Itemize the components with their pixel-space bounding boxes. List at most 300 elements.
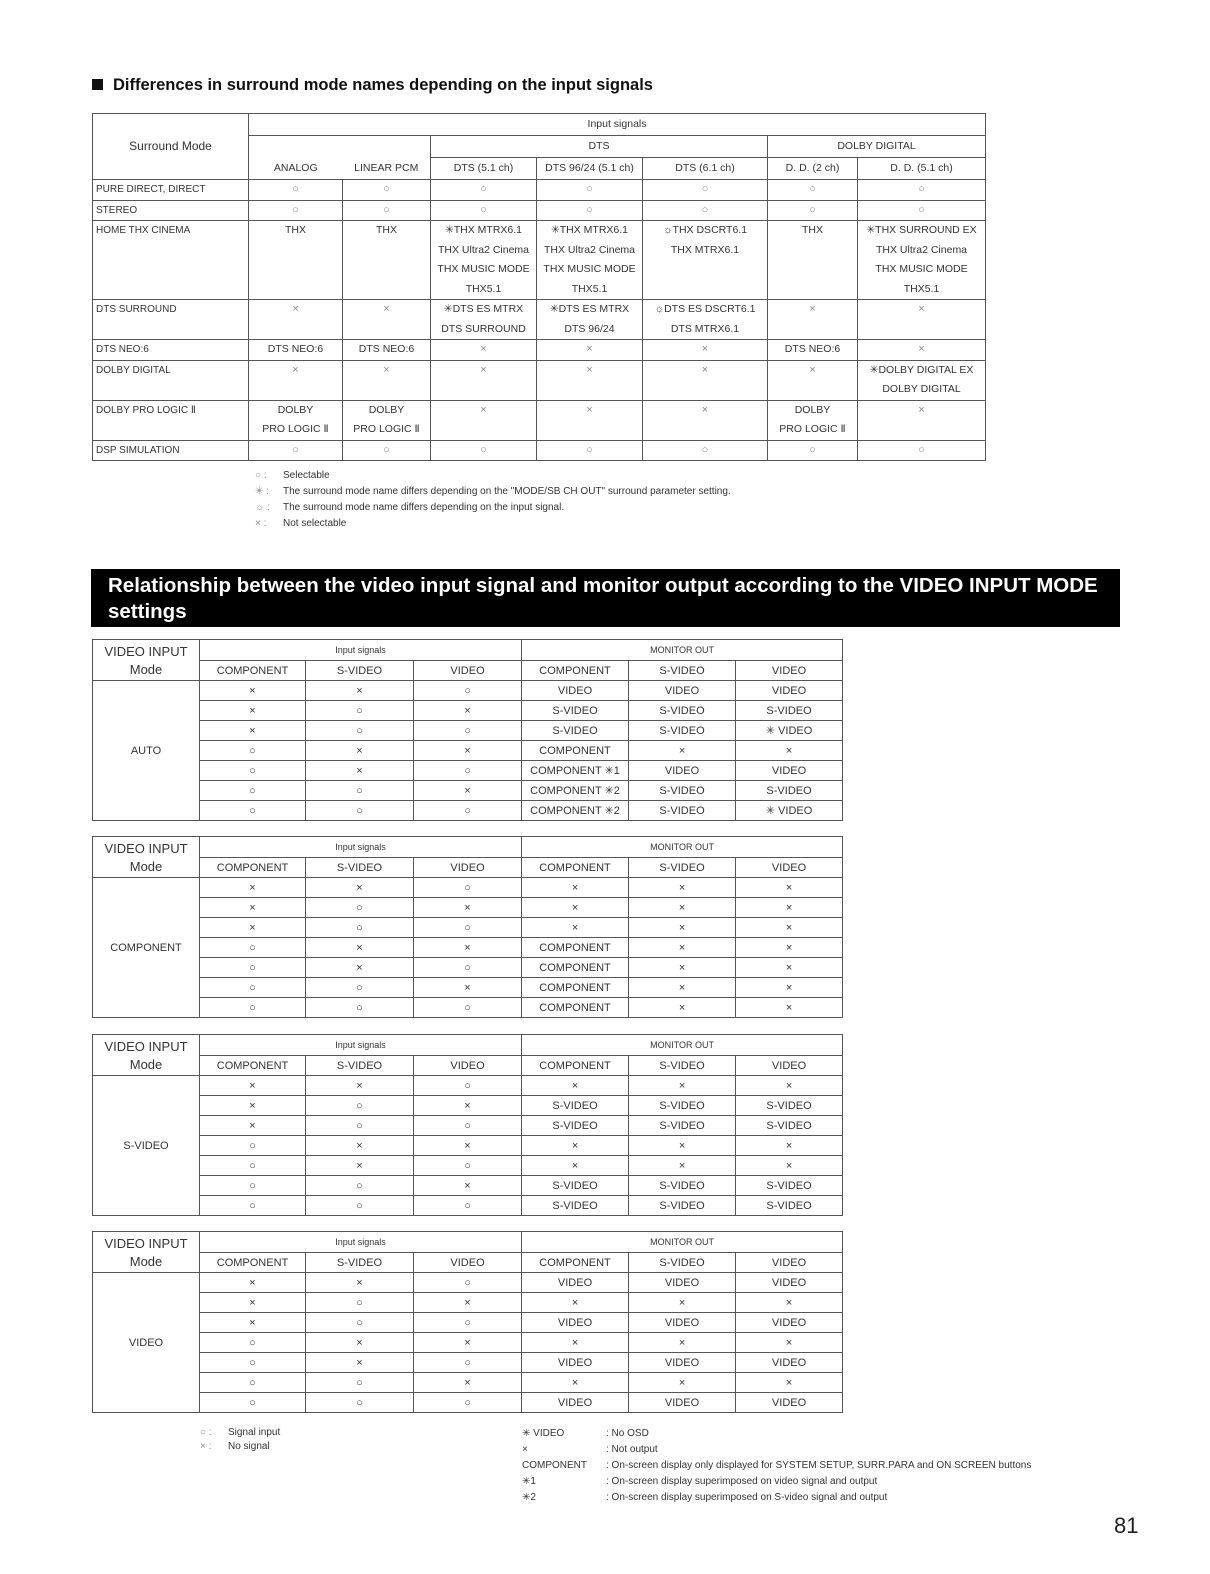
cell-line: DOLBY — [794, 403, 831, 416]
column-header: COMPONENT — [200, 1056, 306, 1076]
legend-item — [200, 1426, 280, 1440]
legend-text: : On-screen display superimposed on S-video signal and output — [606, 1492, 888, 1503]
table-row — [93, 721, 843, 741]
section-heading-text: Differences in surround mode names depending on the input signals — [113, 76, 653, 94]
cell-line: × — [480, 403, 487, 416]
mode-cell — [431, 360, 537, 400]
cell-line: × — [586, 403, 593, 416]
signal-cell: VIDEO — [629, 681, 736, 701]
mode-header-line: VIDEO INPUT — [104, 841, 188, 856]
signal-cell: VIDEO — [629, 761, 736, 781]
mode-name: DSP SIMULATION — [93, 440, 249, 461]
mode-header-line: VIDEO INPUT — [104, 1039, 188, 1054]
column-header: COMPONENT — [200, 858, 306, 878]
column-header: S-VIDEO — [629, 858, 736, 878]
signal-cell: × — [200, 1293, 306, 1313]
legend-item — [255, 500, 731, 516]
column-header: COMPONENT — [522, 858, 629, 878]
signal-cell: VIDEO — [522, 1353, 629, 1373]
mode-cell — [537, 360, 643, 400]
cell-line: PRO LOGIC Ⅱ — [353, 423, 420, 435]
legend-symbol: ○ : — [255, 470, 267, 481]
signal-cell: × — [629, 998, 736, 1018]
legend-text: Not selectable — [283, 518, 347, 529]
signal-cell: × — [306, 878, 414, 898]
column-header: S-VIDEO — [306, 858, 414, 878]
table-row — [93, 958, 843, 978]
input-signals-header: Input signals — [200, 837, 522, 858]
legend-symbol: × : — [255, 518, 267, 529]
table-row — [93, 440, 986, 461]
column-header: COMPONENT — [200, 661, 306, 681]
signal-cell: VIDEO — [736, 1273, 843, 1293]
cell-line: THX — [285, 224, 306, 236]
column-header: VIDEO — [414, 858, 522, 878]
signal-cell: × — [414, 898, 522, 918]
video-mode-table — [92, 836, 843, 1018]
table-row — [93, 1076, 843, 1096]
legend-symbol: ☼ : — [255, 502, 270, 513]
section-heading — [92, 76, 653, 95]
cell-line: PRO LOGIC Ⅱ — [779, 423, 846, 435]
signal-legend — [200, 1426, 280, 1454]
signal-cell: ○ — [200, 998, 306, 1018]
mode-name: AUTO — [93, 681, 200, 821]
signal-cell: × — [200, 898, 306, 918]
video-input-mode-header — [93, 640, 200, 681]
signal-cell: × — [736, 958, 843, 978]
signal-cell: ○ — [414, 801, 522, 821]
mode-cell: ○ — [537, 440, 643, 461]
cell-line: THX — [802, 224, 823, 236]
signal-cell: × — [522, 1373, 629, 1393]
signal-cell: × — [200, 918, 306, 938]
mode-header-line: Mode — [129, 662, 163, 677]
column-header: VIDEO — [736, 1056, 843, 1076]
signal-cell: S-VIDEO — [522, 1176, 629, 1196]
table-row — [93, 681, 843, 701]
signal-cell: × — [629, 1333, 736, 1353]
column-header: VIDEO — [736, 1253, 843, 1273]
cell-line: DOLBY DIGITAL — [882, 383, 961, 395]
table-row — [93, 1353, 843, 1373]
mode-cell — [249, 400, 343, 440]
signal-cell: × — [736, 1076, 843, 1096]
signal-cell: × — [736, 1333, 843, 1353]
legend-key: COMPONENT — [522, 1460, 587, 1471]
monitor-out-header: MONITOR OUT — [522, 1232, 843, 1253]
signal-cell: × — [306, 1273, 414, 1293]
signal-cell: ○ — [200, 1176, 306, 1196]
signal-cell: ○ — [200, 1373, 306, 1393]
cell-line: × — [292, 363, 299, 376]
legend-key: ✳1 — [522, 1476, 536, 1487]
video-input-mode-header — [93, 1232, 200, 1273]
signal-cell: × — [200, 1076, 306, 1096]
header-row — [93, 661, 843, 681]
signal-cell: × — [414, 1333, 522, 1353]
mode-cell — [643, 221, 768, 300]
cell-line: × — [809, 303, 816, 315]
table-row — [93, 761, 843, 781]
signal-cell: ○ — [306, 1393, 414, 1413]
signal-cell: COMPONENT — [522, 998, 629, 1018]
mode-name: S-VIDEO — [93, 1076, 200, 1216]
signal-cell: × — [629, 958, 736, 978]
signal-cell: × — [306, 681, 414, 701]
legend-key: ✳ VIDEO — [522, 1428, 565, 1439]
signal-cell: × — [629, 918, 736, 938]
table-row — [93, 360, 986, 400]
mode-cell: ○ — [343, 440, 431, 461]
column-header: VIDEO — [736, 661, 843, 681]
mode-header-line: Mode — [129, 1254, 163, 1269]
table-row — [93, 200, 986, 221]
mode-name: STEREO — [93, 200, 249, 221]
signal-cell: × — [306, 1136, 414, 1156]
signal-cell: × — [736, 741, 843, 761]
legend-text: : No OSD — [606, 1428, 649, 1439]
mode-name: DTS SURROUND — [93, 300, 249, 340]
legend-item — [522, 1426, 1031, 1442]
signal-cell: × — [522, 1333, 629, 1353]
cell-line: THX5.1 — [903, 282, 940, 295]
signal-cell: × — [306, 958, 414, 978]
table-row — [93, 340, 986, 361]
signal-cell: × — [200, 1116, 306, 1136]
signal-cell: ✳ VIDEO — [736, 721, 843, 741]
table-row — [93, 1096, 843, 1116]
header-row — [93, 1035, 843, 1056]
table-row — [93, 180, 986, 201]
table-row — [93, 400, 986, 440]
signal-cell: × — [736, 1293, 843, 1313]
signal-cell: × — [306, 1076, 414, 1096]
signal-cell: ○ — [306, 701, 414, 721]
table-row — [93, 781, 843, 801]
spacer-labels — [249, 158, 430, 179]
mode-name: HOME THX CINEMA — [93, 221, 249, 300]
mode-cell — [768, 360, 858, 400]
table-row — [93, 1196, 843, 1216]
signal-cell: ○ — [200, 741, 306, 761]
signal-cell: ○ — [200, 978, 306, 998]
header-row — [93, 858, 843, 878]
section-banner: Relationship between the video input signal and monitor output according to the VIDEO INPUT MODE settings — [91, 569, 1120, 627]
signal-cell: ○ — [414, 1313, 522, 1333]
mode-cell: × — [858, 340, 986, 361]
cell-line: ✳THX SURROUND EX — [866, 224, 977, 236]
mode-cell: × — [537, 340, 643, 361]
table-row — [93, 300, 986, 340]
header-row — [93, 837, 843, 858]
signal-cell: S-VIDEO — [522, 1096, 629, 1116]
mode-cell — [431, 400, 537, 440]
mode-name: DOLBY DIGITAL — [93, 360, 249, 400]
signal-cell: ○ — [414, 681, 522, 701]
table-row — [93, 741, 843, 761]
mode-cell: ○ — [858, 200, 986, 221]
header-row — [93, 114, 986, 136]
mode-cell — [537, 300, 643, 340]
table-row — [93, 918, 843, 938]
legend-item — [522, 1490, 1031, 1506]
signal-cell: × — [522, 898, 629, 918]
signal-cell: × — [629, 978, 736, 998]
mode-header-line: Mode — [129, 859, 163, 874]
table-row — [93, 1333, 843, 1353]
column-header: S-VIDEO — [306, 661, 414, 681]
signal-cell: ○ — [200, 1196, 306, 1216]
signal-cell: S-VIDEO — [629, 1116, 736, 1136]
cell-line: × — [809, 363, 816, 376]
mode-cell: × — [643, 340, 768, 361]
signal-cell: ○ — [414, 1196, 522, 1216]
signal-cell: × — [629, 1293, 736, 1313]
signal-cell: × — [414, 701, 522, 721]
signal-cell: × — [522, 1293, 629, 1313]
cell-line: DOLBY — [368, 403, 405, 416]
signal-cell: ○ — [306, 1176, 414, 1196]
cell-line: THX MUSIC MODE — [543, 263, 636, 275]
signal-cell: ○ — [414, 998, 522, 1018]
signal-cell: ○ — [306, 978, 414, 998]
signal-cell: ○ — [306, 898, 414, 918]
signal-cell: VIDEO — [522, 681, 629, 701]
legend-item — [522, 1474, 1031, 1490]
column-header: LINEAR PCM — [354, 162, 419, 174]
signal-cell: ○ — [306, 801, 414, 821]
cell-line: ✳THX MTRX6.1 — [444, 224, 523, 236]
signal-cell: × — [522, 878, 629, 898]
signal-cell: × — [200, 681, 306, 701]
signal-cell: × — [414, 781, 522, 801]
cell-line: ☼DTS ES DSCRT6.1 — [654, 303, 756, 315]
signal-cell: × — [522, 1076, 629, 1096]
table-row — [93, 1393, 843, 1413]
column-header: DTS (5.1 ch) — [431, 158, 537, 180]
video-input-mode-header — [93, 837, 200, 878]
signal-cell: S-VIDEO — [629, 1096, 736, 1116]
column-header: VIDEO — [736, 858, 843, 878]
legend-text: Signal input — [228, 1427, 281, 1438]
signal-cell: × — [200, 701, 306, 721]
legend-item — [255, 516, 731, 532]
legend-item — [522, 1458, 1031, 1474]
signal-cell: COMPONENT — [522, 938, 629, 958]
table-row — [93, 1293, 843, 1313]
column-header: S-VIDEO — [629, 1253, 736, 1273]
mode-cell — [249, 221, 343, 300]
signal-cell: × — [736, 978, 843, 998]
signal-cell: × — [736, 998, 843, 1018]
signal-cell: S-VIDEO — [522, 1196, 629, 1216]
mode-cell: ○ — [858, 180, 986, 201]
signal-cell: × — [306, 1156, 414, 1176]
mode-cell — [431, 300, 537, 340]
signal-cell: × — [414, 1293, 522, 1313]
legend-key: ✳2 — [522, 1492, 536, 1503]
signal-cell: ○ — [306, 721, 414, 741]
signal-cell: ○ — [200, 1353, 306, 1373]
table-row — [93, 221, 986, 300]
column-header: VIDEO — [414, 1056, 522, 1076]
signal-cell: ○ — [306, 998, 414, 1018]
mode-cell — [343, 221, 431, 300]
signal-cell: VIDEO — [522, 1273, 629, 1293]
table-row — [93, 1116, 843, 1136]
monitor-out-header: MONITOR OUT — [522, 1035, 843, 1056]
signal-cell: S-VIDEO — [736, 781, 843, 801]
signal-cell: × — [200, 878, 306, 898]
signal-cell: COMPONENT — [522, 741, 629, 761]
mode-cell — [858, 400, 986, 440]
legend-item — [255, 484, 731, 500]
signal-cell: × — [736, 878, 843, 898]
column-header: COMPONENT — [522, 1253, 629, 1273]
signal-cell: ○ — [200, 781, 306, 801]
legend-text: : Not output — [606, 1444, 658, 1455]
table-row — [93, 1313, 843, 1333]
header-row — [93, 1253, 843, 1273]
signal-cell: ○ — [200, 938, 306, 958]
signal-cell: COMPONENT ✳2 — [522, 781, 629, 801]
legend-item — [200, 1440, 280, 1454]
mode-name: DOLBY PRO LOGIC Ⅱ — [93, 400, 249, 440]
signal-cell: × — [200, 1313, 306, 1333]
signal-cell: S-VIDEO — [522, 701, 629, 721]
mode-name: PURE DIRECT, DIRECT — [93, 180, 249, 201]
mode-cell — [858, 221, 986, 300]
cell-line: × — [918, 403, 925, 416]
signal-cell: ○ — [414, 1116, 522, 1136]
cell-line: THX5.1 — [465, 282, 502, 295]
signal-cell: S-VIDEO — [629, 1176, 736, 1196]
table-row — [93, 1176, 843, 1196]
table-row — [93, 998, 843, 1018]
legend-item — [255, 468, 731, 484]
signal-cell: × — [522, 1156, 629, 1176]
cell-line: × — [292, 303, 299, 315]
signal-cell: × — [414, 1136, 522, 1156]
signal-cell: × — [306, 1333, 414, 1353]
cell-line: THX Ultra2 Cinema — [437, 243, 530, 256]
dolby-digital-header: DOLBY DIGITAL — [768, 136, 986, 158]
signal-cell: S-VIDEO — [736, 1116, 843, 1136]
mode-cell: ○ — [343, 180, 431, 201]
video-mode-table — [92, 1231, 843, 1413]
mode-header-line: VIDEO INPUT — [104, 644, 188, 659]
cell-line: THX Ultra2 Cinema — [543, 243, 636, 256]
mode-cell: DTS NEO:6 — [343, 340, 431, 361]
signal-cell: ○ — [200, 1393, 306, 1413]
legend-text: The surround mode name differs depending on the input signal. — [283, 502, 565, 513]
mode-header-line: Mode — [129, 1057, 163, 1072]
signal-cell: S-VIDEO — [629, 781, 736, 801]
signal-cell: ○ — [306, 918, 414, 938]
mode-cell — [537, 221, 643, 300]
column-header: D. D. (5.1 ch) — [858, 158, 986, 180]
column-header: VIDEO — [414, 1253, 522, 1273]
table-row — [93, 1373, 843, 1393]
mode-cell — [858, 300, 986, 340]
signal-cell: VIDEO — [629, 1353, 736, 1373]
signal-cell: VIDEO — [629, 1393, 736, 1413]
cell-line: THX MTRX6.1 — [670, 243, 740, 256]
table-row — [93, 1156, 843, 1176]
column-header: S-VIDEO — [629, 661, 736, 681]
cell-line: DOLBY — [277, 403, 314, 416]
cell-line: DTS SURROUND — [441, 322, 526, 335]
signal-cell: ○ — [414, 761, 522, 781]
signal-cell: S-VIDEO — [736, 1096, 843, 1116]
mode-cell: ○ — [643, 200, 768, 221]
signal-cell: × — [629, 878, 736, 898]
signal-cell: × — [736, 898, 843, 918]
mode-cell — [431, 221, 537, 300]
signal-cell: ✳ VIDEO — [736, 801, 843, 821]
signal-cell: VIDEO — [522, 1313, 629, 1333]
mode-cell — [768, 221, 858, 300]
signal-cell: × — [200, 1273, 306, 1293]
signal-cell: S-VIDEO — [736, 701, 843, 721]
bullet-square-icon — [92, 79, 103, 90]
signal-cell: ○ — [414, 958, 522, 978]
mode-cell — [768, 400, 858, 440]
signal-cell: COMPONENT ✳2 — [522, 801, 629, 821]
table-row — [93, 878, 843, 898]
mode-cell: DTS NEO:6 — [768, 340, 858, 361]
cell-line: THX MUSIC MODE — [875, 263, 968, 275]
signal-cell: S-VIDEO — [629, 701, 736, 721]
table-row — [93, 1273, 843, 1293]
mode-cell: ○ — [643, 440, 768, 461]
cell-line: ✳DOLBY DIGITAL EX — [869, 363, 974, 376]
signal-cell: × — [306, 741, 414, 761]
signal-cell: × — [414, 938, 522, 958]
input-signals-header: Input signals — [200, 640, 522, 661]
mode-cell — [249, 300, 343, 340]
signal-cell: ○ — [200, 958, 306, 978]
mode-cell: ○ — [768, 440, 858, 461]
signal-cell: S-VIDEO — [736, 1176, 843, 1196]
column-header: S-VIDEO — [306, 1253, 414, 1273]
legend-text: The surround mode name differs depending on the "MODE/SB CH OUT" surround parameter setting. — [283, 486, 731, 497]
signal-cell: VIDEO — [736, 761, 843, 781]
signal-cell: VIDEO — [629, 1273, 736, 1293]
signal-cell: × — [414, 741, 522, 761]
signal-cell: S-VIDEO — [629, 801, 736, 821]
cell-line: DTS 96/24 — [564, 322, 615, 335]
signal-cell: S-VIDEO — [629, 721, 736, 741]
signal-cell: ○ — [306, 1116, 414, 1136]
video-mode-table — [92, 1034, 843, 1216]
mode-cell — [643, 360, 768, 400]
signal-cell: VIDEO — [736, 1313, 843, 1333]
mode-cell: ○ — [768, 200, 858, 221]
signal-cell: VIDEO — [522, 1393, 629, 1413]
signal-cell: VIDEO — [736, 1353, 843, 1373]
mode-cell: DTS NEO:6 — [249, 340, 343, 361]
surround-legend — [255, 468, 731, 532]
signal-cell: ○ — [414, 1273, 522, 1293]
monitor-out-header: MONITOR OUT — [522, 640, 843, 661]
signal-cell: × — [736, 918, 843, 938]
table-row — [93, 898, 843, 918]
cell-line: × — [586, 363, 593, 376]
input-signals-header: Input signals — [200, 1232, 522, 1253]
table-row — [93, 701, 843, 721]
